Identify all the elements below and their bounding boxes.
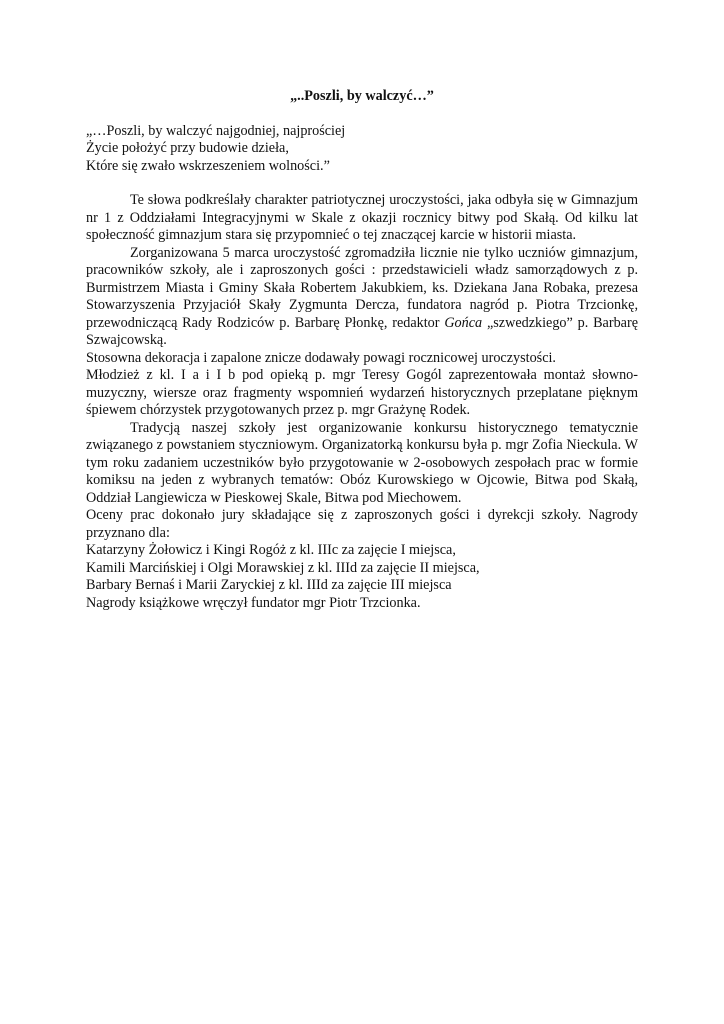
paragraph-contest: Tradycją naszej szkoły jest organizowanie konkursu historycznego tematycznie związanego z powstaniem styczniowym. Organizatorką konkursu była p. mgr Zofia Nieckula. W tym roku zadaniem uczestników było przygotowanie w 2-osobowych zespołach prac w formie komiksu na jeden z wybranych tematów: Obóz Kurowskiego w Ojcowie, Bitwa pod Skałą, Oddział Langiewicza w Pieskowej Skale, Bitwa pod Miechowem. [86,419,638,506]
paragraph-performance: Młodzież z kl. I a i I b pod opieką p. mgr Teresy Gogól zaprezentowała montaż słowno-muzyczny, wiersze oraz fragmenty wspomnień wydarzeń historycznych przeplatane pięknym śpiewem chórzystek przygotowanych przez p. mgr Grażynę Rodek. [86,367,638,418]
award-item: Nagrody książkowe wręczył fundator mgr Piotr Trzcionka. [86,594,421,611]
awards-list [86,542,638,612]
award-item: Katarzyny Żołowicz i Kingi Rogóż z kl. IIIc za zajęcie I miejsca, [86,542,456,558]
paragraph-guests-text: Zorganizowana 5 marca uroczystość zgromadziła licznie nie tylko uczniów gimnazjum, pracowników szkoły, ale i zaproszonych gości : przedstawicieli władz samorządowych z p. Burmistrzem Miasta i Gminy Skała Robertem Jakubkiem, ks. Dziekana Jana Robaka, prezesa Stowarzyszenia Przyjaciół Skały Zygmunta Dercza, fundatora nagród p. Piotra Trzcionkę, przewodniczącą Rady Rodziców p. Barbarę Płonkę, redaktor [86,244,638,331]
poem-line: Które się zwało wskrzeszeniem wolności.” [86,157,330,174]
award-item: Kamili Marcińskiej i Olgi Morawskiej z kl. IIId za zajęcie II miejsca, [86,559,480,576]
paragraph-guests [86,245,638,350]
document-title: „..Poszli, by walczyć…” [290,88,434,104]
poem-line: „…Poszli, by walczyć najgodniej, najprościej [86,122,346,139]
poem-quote [86,123,638,176]
paragraph-intro: Te słowa podkreślały charakter patriotycznej uroczystości, jaka odbyła się w Gimnazjum nr 1 z Oddziałami Integracyjnymi w Skale z okazji rocznicy bitwy pod Skałą. Od kilku lat społeczność gimnazjum stara się przypomnieć o tej znaczącej karcie w historii miasta. [86,192,638,243]
newspaper-name: Gońca [444,314,483,331]
paragraph-decoration: Stosowna dekoracja i zapalone znicze dodawały powagi rocznicowej uroczystości. [86,349,556,366]
paragraph-guests-text-end: „szwedzkiego” p. Barbarę Szwajcowską. [86,314,638,348]
paragraph-jury: Oceny prac dokonało jury składające się z zaproszonych gości i dyrekcji szkoły. Nagrody przyznano dla: [86,507,638,541]
award-item: Barbary Bernaś i Marii Zaryckiej z kl. IIId za zajęcie III miejsca [86,577,452,593]
poem-line: Życie położyć przy budowie dzieła, [86,140,289,156]
